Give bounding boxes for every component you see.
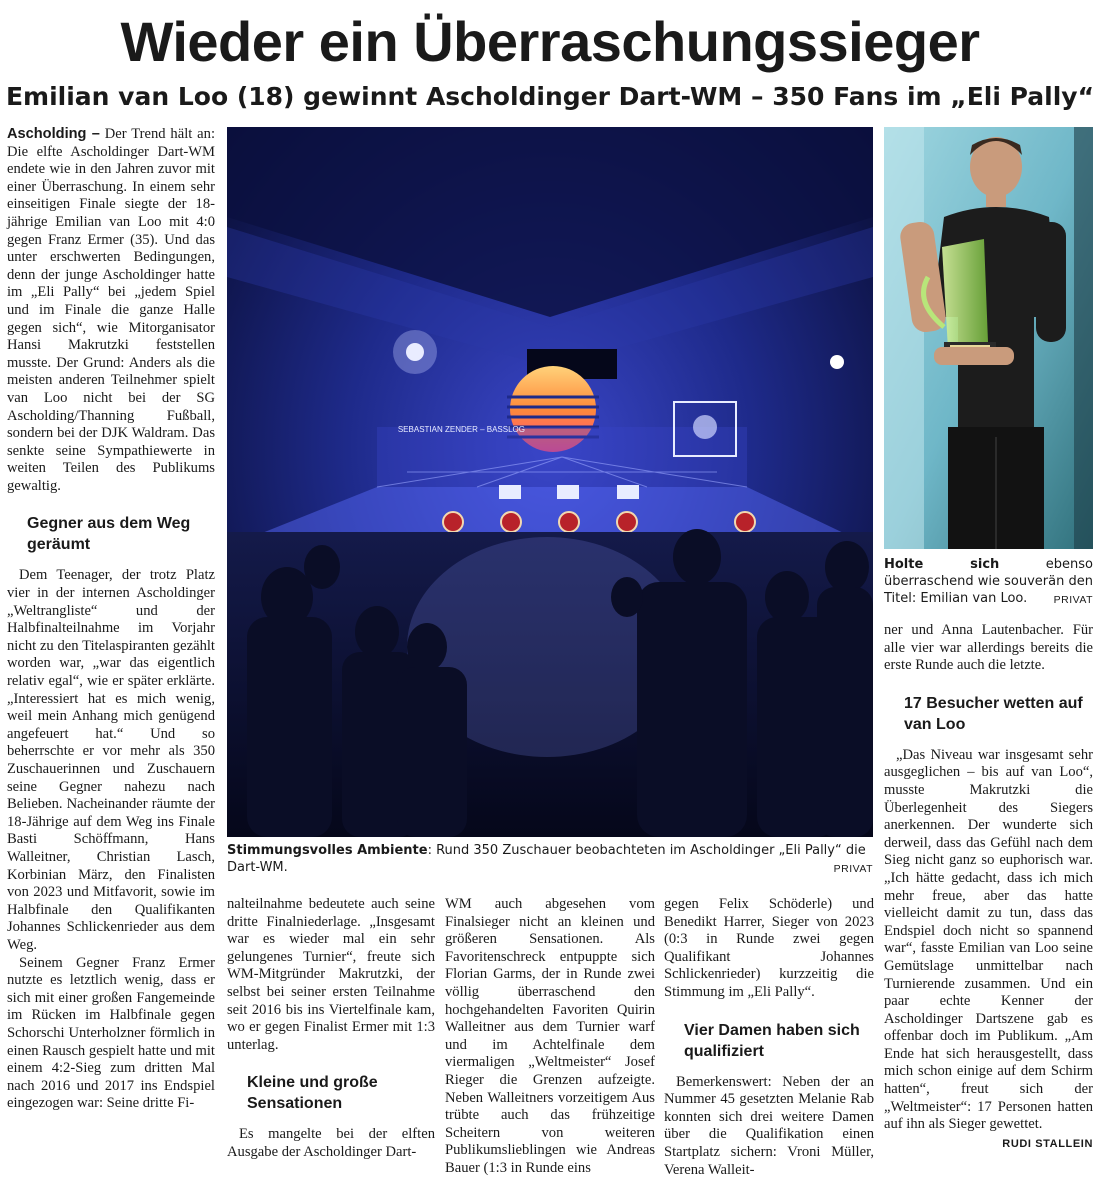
subheading-damen: Vier Damen haben sich qualifiziert bbox=[684, 1021, 860, 1060]
screen-label: SEBASTIAN ZENDER – BASSLOG bbox=[397, 425, 525, 434]
article-column-4 bbox=[664, 896, 874, 1179]
winner-photo-credit: PRIVAT bbox=[1053, 594, 1093, 606]
article-column-2 bbox=[227, 896, 435, 1162]
hall-caption bbox=[227, 842, 873, 878]
article-column-3 bbox=[445, 896, 655, 1178]
paragraph-favoritenschreck: WM auch abgesehen vom Finalsieger nicht an kleinen und größeren Sensationen. Als Favoritenschreck entpuppte sich Florian Garms, der in Runde zwei völlig überraschend den hochgehandelten Favoriten Quirin Walleitner aus dem Turnier warf und im Achtelfinale dem viermaligen „Weltmeister“ Josef Rieger die Grenzen aufzeigte. Neben Walleitners vorzeitigem Aus trübte auch das frühzeitige Scheitern von weiteren Publikumslieblingen wie Andreas Bauer (1:3 in Runde eins bbox=[445, 896, 655, 1176]
paragraph-niveau-text: „Das Niveau war insgesamt sehr ausgeglichen – bis auf van Loo“, musste Makrutzki die Überlegenheit des Siegers anerkennen. Der wunderte sich derweil, dass das Gefühl nach dem Sieg nicht ganz so euphorisch war. „Ich hätte gedacht, dass ich mich mehr freue, aber das hatte vielleicht damit zu tun, dass das Endspiel doch nicht so spannend war“, fasste Emilian van Loo seine Gemütslage unmittelbar nach Turnierende zusammen. Und ein paar echte Kenner der Ascholdinger Dartszene gab es offenbar doch im Publikum. „Am Ende hat sich herausgestellt, dass mich schon einige auf dem Schirm hatten“, freut sich der „Weltmeister“: 17 Personen hatten auf ihn als Sieger gewettet. bbox=[884, 746, 1093, 1133]
paragraph-ermer: Seinem Gegner Franz Ermer nutzte es letztlich wenig, dass er sich mit einer großen Fangemeinde im Rücken im Halbfinale gegen Schorschi Unterholzner förmlich in einen Rausch gespielt hatte und mit einem 4:2-Sieg zum dritten Mal nach 2016 und 2017 ins Endspiel eingezogen war: Seine dritte Fi- bbox=[7, 954, 215, 1112]
paragraph-bemerkenswert: Bemerkenswert: Neben der an Nummer 45 gesetzten Melanie Rab konnten sich drei weitere Damen über die Qualifikation einen Startplatz sichern: Vroni Müller, Verena Walleit- bbox=[664, 1073, 874, 1178]
hall-caption-lead: Stimmungsvolles Ambiente bbox=[227, 843, 428, 858]
subheading-gegner: Gegner aus dem Weg geräumt bbox=[27, 515, 191, 554]
hall-photo-image bbox=[227, 127, 873, 837]
hall-photo bbox=[227, 127, 873, 837]
winner-caption-lead: Holte sich bbox=[884, 557, 1000, 572]
winner-photo-image bbox=[884, 127, 1093, 549]
subheading-besucher: 17 Besucher wetten auf van Loo bbox=[904, 694, 1083, 733]
paragraph-lautenbacher: ner und Anna Lautenbacher. Für alle vier war allerdings bereits die erste Runde auch die letzte. bbox=[884, 622, 1093, 674]
paragraph-finalteilnahme: nalteilnahme bedeutete auch seine dritte Finalniederlage. „Insgesamt war es wieder mal ein sehr gelungenes Turnier“, freute sich WM-Mitgründer Makrutzki, der selbst bei seiner ersten Teilnahme seit 2016 bis ins Viertelfinale kam, wo er gegen Finalist Ermer mit 1:3 unterlag. bbox=[227, 896, 435, 1053]
subheading-sensationen: Kleine und große Sensationen bbox=[247, 1074, 378, 1113]
author-byline: RUDI STALLEIN bbox=[1002, 1137, 1093, 1150]
headline: Wieder ein Überraschungssieger bbox=[120, 10, 980, 73]
paragraph-niveau bbox=[884, 746, 1093, 1150]
paragraph-elfte-ausgabe: Es mangelte bei der elften Ausgabe der Ascholdinger Dart- bbox=[227, 1126, 435, 1160]
hall-caption-text: : Rund 350 Zuschauer beobachteten im Ascholdinger „Eli Pally“ die Dart-WM. bbox=[227, 843, 866, 875]
winner-caption-text: ebenso überraschend wie souverän den Titel: Emilian van Loo. bbox=[884, 557, 1093, 606]
paragraph-teenager: Dem Teenager, der trotz Platz vier in der internen Ascholdinger „Weltrangliste“ und der Halbfinalteilnahme im Vorjahr nicht zu den Titelaspiranten gezählt worden war, „war das eigentlich relativ egal“, wie er später erklärte. „Interessiert hat es mich wenig, weil mein Anhang mich genügend angefeuert hat.“ Und so beherrschte er vor mehr als 350 Zuschauerinnen und Zuschauern seine Gegner nahezu nach Belieben. Nacheinander räumte der 18-Jährige auf dem Weg ins Finale Basti Schöffmann, Hans Walleitner, Christian Lasch, Korbinian März, den Finalisten von 2023 und Mitfavorit, sowie im Halbfinale den Qualifikanten Johannes Schlickenrieder aus dem Weg. bbox=[7, 567, 215, 953]
winner-caption bbox=[884, 556, 1093, 609]
paragraph-intro-text: Der Trend hält an: Die elfte Ascholdinger Dart-WM endete wie in den Jahren zuvor mit einer Überraschung. In einem sehr einseitigen Finale siegte der 18-jährige Emilian van Loo mit 4:0 gegen Franz Ermer (35). Und das unter erschwerten Bedingungen, denn der junge Ascholdinger hatte im „Eli Pally“ bei „jedem Spiel und im Finale die ganze Halle gegen sich“, wie Mitorganisator Hansi Makrutzki feststellen musste. Der Grund: Anders als die meisten anderen Teilnehmer spielt van Loo nicht bei der SG Ascholding/Thanning Fußball, sondern bei der DJK Waldram. Das senkte seine Sympathiewerte in weiten Teilen des Publikums gewaltig. bbox=[7, 126, 216, 494]
article-column-5 bbox=[884, 622, 1093, 1153]
dateline: Ascholding – bbox=[7, 126, 100, 142]
subline: Emilian van Loo (18) gewinnt Ascholdinger Dart-WM – 350 Fans im „Eli Pally“ bbox=[5, 82, 1095, 111]
paragraph-schoederle: gegen Felix Schöderle) und Benedikt Harrer, Sieger von 2023 (0:3 in Runde zwei gegen Qualifikant Johannes Schlickenrieder) kurzzeitig die Stimmung im „Eli Pally“. bbox=[664, 896, 874, 1000]
winner-photo bbox=[884, 127, 1093, 549]
paragraph-intro bbox=[7, 126, 215, 495]
hall-photo-credit: PRIVAT bbox=[833, 863, 873, 875]
article-column-1 bbox=[7, 126, 215, 1113]
